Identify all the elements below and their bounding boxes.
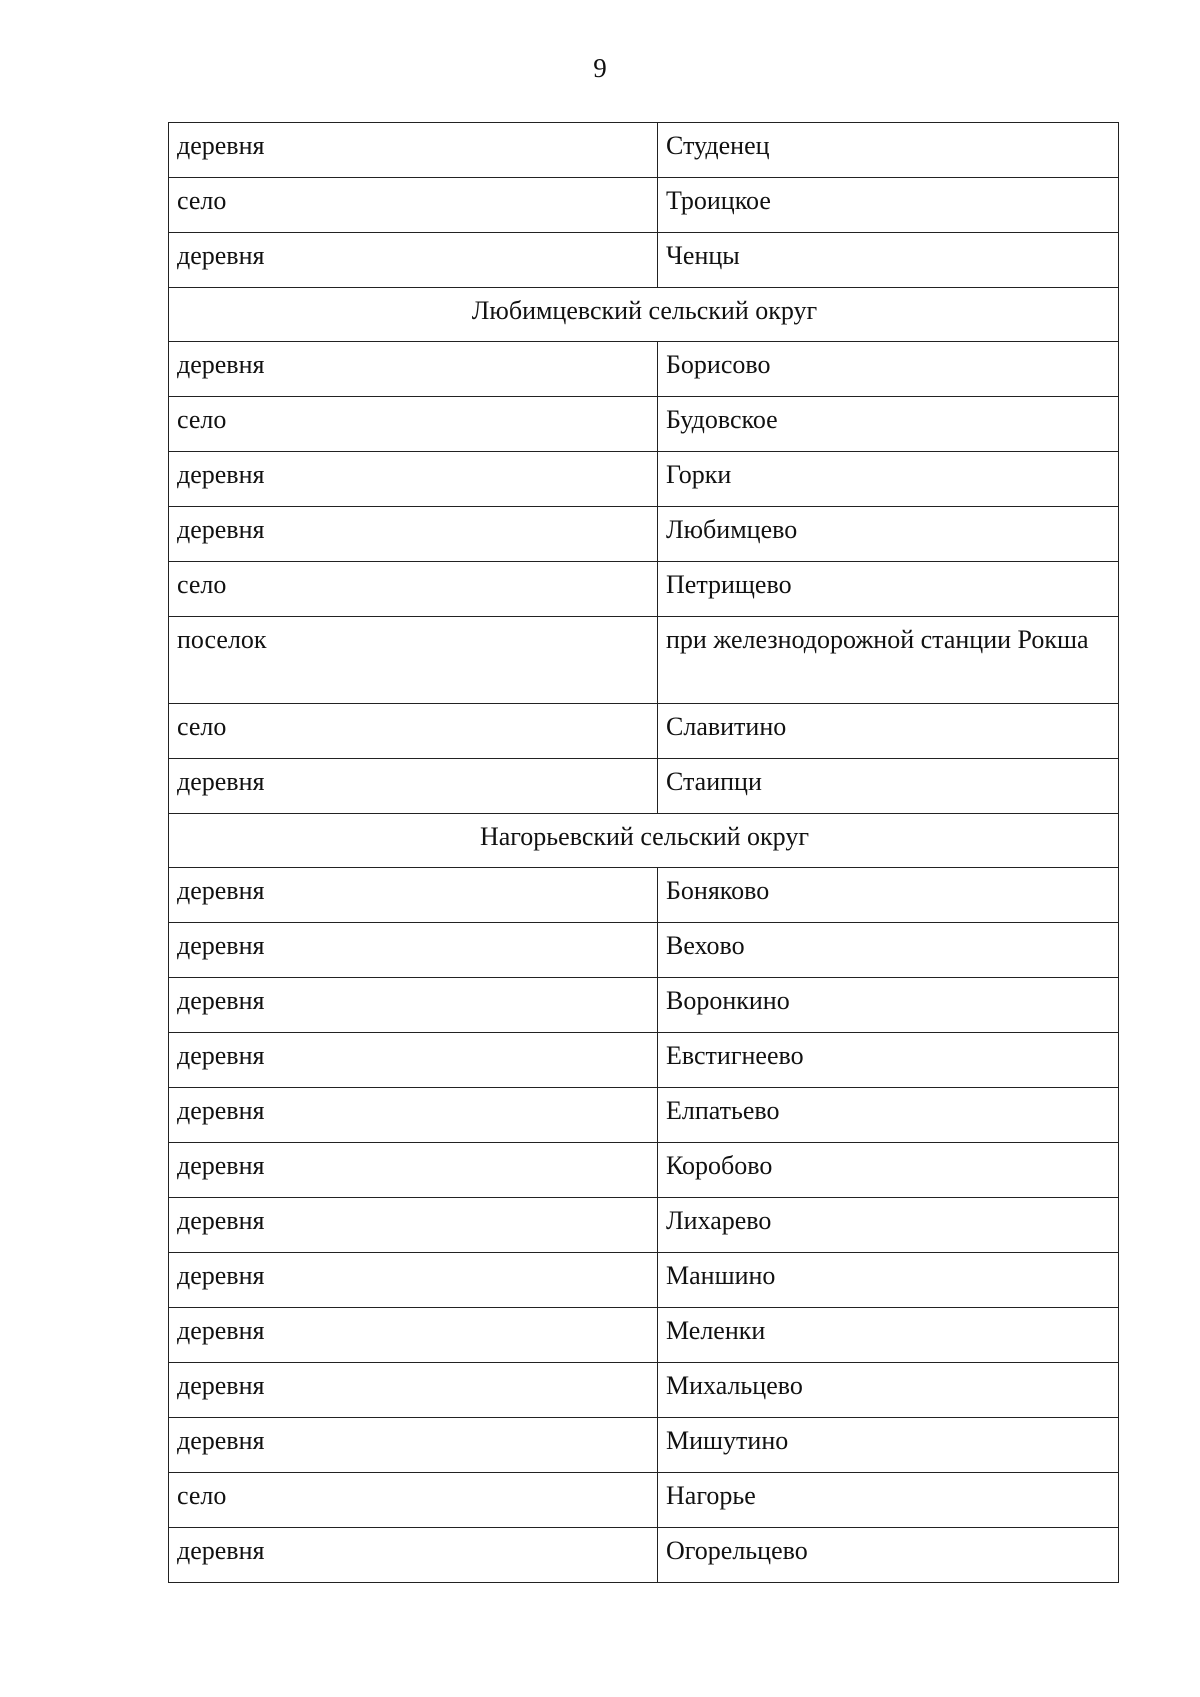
settlement-name: Стаипци <box>658 759 1119 814</box>
settlement-name: Михальцево <box>658 1363 1119 1418</box>
table-row <box>169 1418 1119 1473</box>
table-row <box>169 452 1119 507</box>
settlement-type: село <box>169 562 658 617</box>
settlement-name: Славитино <box>658 704 1119 759</box>
section-row <box>169 288 1119 342</box>
settlement-type: деревня <box>169 923 658 978</box>
table-row <box>169 704 1119 759</box>
settlement-type: село <box>169 704 658 759</box>
section-row <box>169 814 1119 868</box>
settlement-type: деревня <box>169 759 658 814</box>
settlement-type: деревня <box>169 342 658 397</box>
settlement-type: деревня <box>169 978 658 1033</box>
settlement-name: Петрищево <box>658 562 1119 617</box>
table-row <box>169 342 1119 397</box>
settlement-name: Елпатьево <box>658 1088 1119 1143</box>
settlement-name: Огорельцево <box>658 1528 1119 1583</box>
settlement-name: Воронкино <box>658 978 1119 1033</box>
settlement-name: Мишутино <box>658 1418 1119 1473</box>
table-row <box>169 617 1119 704</box>
settlement-type: деревня <box>169 507 658 562</box>
settlement-type: деревня <box>169 1418 658 1473</box>
settlement-type: деревня <box>169 1528 658 1583</box>
settlement-type: деревня <box>169 868 658 923</box>
table-row <box>169 507 1119 562</box>
settlement-name: Коробово <box>658 1143 1119 1198</box>
table-row <box>169 1033 1119 1088</box>
settlement-name: Маншино <box>658 1253 1119 1308</box>
settlement-type: село <box>169 178 658 233</box>
table-row <box>169 1143 1119 1198</box>
settlement-name: Будовское <box>658 397 1119 452</box>
table-row <box>169 1253 1119 1308</box>
settlement-type: деревня <box>169 1198 658 1253</box>
table-row <box>169 397 1119 452</box>
table-row <box>169 1528 1119 1583</box>
settlement-name: Троицкое <box>658 178 1119 233</box>
table-row <box>169 562 1119 617</box>
settlement-type: село <box>169 1473 658 1528</box>
settlement-type: деревня <box>169 1088 658 1143</box>
settlement-name: Лихарево <box>658 1198 1119 1253</box>
table-row <box>169 868 1119 923</box>
settlement-type: деревня <box>169 1253 658 1308</box>
section-heading: Нагорьевский сельский округ <box>169 814 1119 868</box>
settlement-type: деревня <box>169 1143 658 1198</box>
page-number: 9 <box>593 53 607 83</box>
settlement-name: Нагорье <box>658 1473 1119 1528</box>
settlement-name: при железнодорожной станции Рокша <box>658 617 1119 704</box>
settlement-type: деревня <box>169 1308 658 1363</box>
table-row <box>169 123 1119 178</box>
table-row <box>169 923 1119 978</box>
table-row <box>169 1363 1119 1418</box>
settlement-type: деревня <box>169 1363 658 1418</box>
settlement-name: Евстигнеево <box>658 1033 1119 1088</box>
table-row <box>169 1473 1119 1528</box>
settlement-type: деревня <box>169 1033 658 1088</box>
settlement-type: деревня <box>169 233 658 288</box>
table-row <box>169 1308 1119 1363</box>
settlement-name: Вехово <box>658 923 1119 978</box>
table-row <box>169 759 1119 814</box>
settlement-name: Любимцево <box>658 507 1119 562</box>
settlement-type: село <box>169 397 658 452</box>
settlement-name: Студенец <box>658 123 1119 178</box>
settlement-type: поселок <box>169 617 658 704</box>
table-row <box>169 178 1119 233</box>
table-row <box>169 1198 1119 1253</box>
settlement-name: Горки <box>658 452 1119 507</box>
table-row <box>169 233 1119 288</box>
table-row <box>169 1088 1119 1143</box>
settlement-name: Меленки <box>658 1308 1119 1363</box>
settlement-name: Боняково <box>658 868 1119 923</box>
section-heading: Любимцевский сельский округ <box>169 288 1119 342</box>
settlement-name: Ченцы <box>658 233 1119 288</box>
settlement-type: деревня <box>169 123 658 178</box>
table-row <box>169 978 1119 1033</box>
settlements-table <box>168 122 1119 1583</box>
settlement-name: Борисово <box>658 342 1119 397</box>
settlement-type: деревня <box>169 452 658 507</box>
